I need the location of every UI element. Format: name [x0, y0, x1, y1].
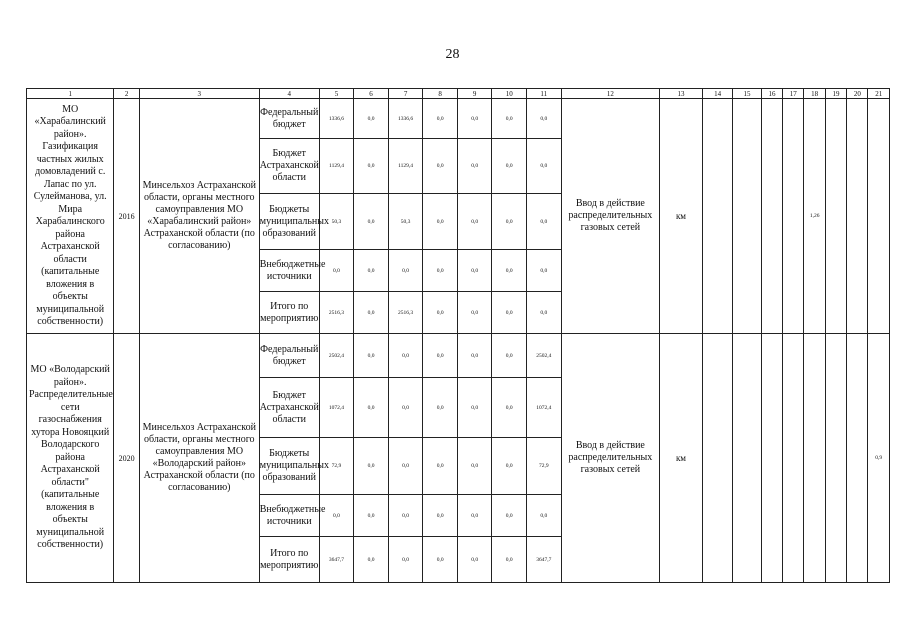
amount-cell: 0,0 [492, 250, 527, 292]
amount-cell: 0,0 [527, 495, 562, 537]
header-cell: 14 [702, 89, 732, 99]
amount-cell: 1072,4 [319, 378, 354, 438]
amount-cell: 2502,4 [319, 334, 354, 378]
page-number: 28 [445, 47, 460, 62]
amount-cell: 0,0 [388, 537, 423, 583]
amount-cell: 0,0 [354, 495, 389, 537]
header-cell: 21 [868, 89, 890, 99]
amount-cell: 0,0 [388, 438, 423, 495]
amount-cell: 3647,7 [527, 537, 562, 583]
indicator-value-cell [761, 99, 782, 334]
amount-cell: 0,0 [492, 438, 527, 495]
funding-source-cell: Итого по мероприятию [259, 537, 319, 583]
funding-source-cell: Итого по мероприятию [259, 292, 319, 334]
indicator-value-cell [702, 334, 732, 583]
amount-cell: 2516,3 [319, 292, 354, 334]
amount-cell: 0,0 [457, 292, 492, 334]
indicator-value-cell [825, 99, 846, 334]
indicator-value-cell [733, 99, 761, 334]
amount-cell: 0,0 [354, 537, 389, 583]
amount-cell: 50,3 [319, 194, 354, 250]
amount-cell: 0,0 [319, 495, 354, 537]
amount-cell: 0,0 [492, 99, 527, 139]
funding-source-cell: Федеральный бюджет [259, 99, 319, 139]
amount-cell: 1129,4 [319, 139, 354, 194]
indicator-value-cell [825, 334, 846, 583]
header-cell: 16 [761, 89, 782, 99]
amount-cell: 0,0 [388, 250, 423, 292]
indicator-value-cell [761, 334, 782, 583]
result-indicator-cell: Ввод в действие распределительных газовых сетей [561, 99, 660, 334]
amount-cell: 0,0 [527, 99, 562, 139]
amount-cell: 0,0 [354, 250, 389, 292]
amount-cell: 0,0 [423, 438, 458, 495]
header-cell: 12 [561, 89, 660, 99]
amount-cell: 2516,3 [388, 292, 423, 334]
amount-cell: 0,0 [492, 139, 527, 194]
amount-cell: 72,9 [319, 438, 354, 495]
amount-cell: 0,0 [354, 292, 389, 334]
amount-cell: 0,0 [527, 139, 562, 194]
indicator-value-cell [847, 334, 868, 583]
header-cell: 8 [423, 89, 458, 99]
amount-cell: 0,0 [423, 378, 458, 438]
amount-cell: 0,0 [457, 495, 492, 537]
indicator-value-cell [702, 99, 732, 334]
header-cell: 13 [660, 89, 703, 99]
amount-cell: 0,0 [354, 99, 389, 139]
amount-cell: 0,0 [354, 194, 389, 250]
amount-cell: 3647,7 [319, 537, 354, 583]
funding-source-cell: Бюджет Астраханской области [259, 378, 319, 438]
responsible-cell: Минсельхоз Астраханской области, органы местного самоуправления МО «Володарский район» Астраханской области (по согласованию) [139, 334, 259, 583]
amount-cell: 0,0 [319, 250, 354, 292]
amount-cell: 0,0 [457, 194, 492, 250]
indicator-value-cell: 1,26 [804, 99, 825, 334]
amount-cell: 0,0 [388, 334, 423, 378]
amount-cell: 0,0 [492, 537, 527, 583]
amount-cell: 0,0 [457, 378, 492, 438]
amount-cell: 0,0 [457, 99, 492, 139]
amount-cell: 0,0 [492, 292, 527, 334]
year-cell: 2020 [114, 334, 139, 583]
amount-cell: 0,0 [423, 292, 458, 334]
amount-cell: 0,0 [492, 378, 527, 438]
header-cell: 17 [783, 89, 804, 99]
table-row [27, 334, 890, 378]
amount-cell: 0,0 [354, 334, 389, 378]
amount-cell: 0,0 [457, 438, 492, 495]
amount-cell: 0,0 [423, 495, 458, 537]
amount-cell: 0,0 [527, 292, 562, 334]
table-row [27, 99, 890, 139]
amount-cell: 0,0 [492, 194, 527, 250]
amount-cell: 0,0 [388, 378, 423, 438]
header-cell: 10 [492, 89, 527, 99]
amount-cell: 0,0 [457, 250, 492, 292]
amount-cell: 0,0 [457, 537, 492, 583]
indicator-value-cell [868, 99, 890, 334]
amount-cell: 0,0 [354, 139, 389, 194]
indicator-value-cell: 0,9 [868, 334, 890, 583]
result-indicator-cell: Ввод в действие распределительных газовых сетей [561, 334, 660, 583]
indicator-value-cell [783, 334, 804, 583]
amount-cell: 1336,6 [319, 99, 354, 139]
header-cell: 11 [527, 89, 562, 99]
amount-cell: 0,0 [457, 139, 492, 194]
amount-cell: 0,0 [492, 334, 527, 378]
header-cell: 5 [319, 89, 354, 99]
amount-cell: 0,0 [492, 495, 527, 537]
indicator-value-cell [847, 99, 868, 334]
program-table [26, 88, 890, 583]
responsible-cell: Минсельхоз Астраханской области, органы местного самоуправления МО «Харабалинский район» Астраханской области (по согласованию) [139, 99, 259, 334]
amount-cell: 0,0 [423, 139, 458, 194]
header-cell: 2 [114, 89, 139, 99]
header-cell: 9 [457, 89, 492, 99]
header-cell: 19 [825, 89, 846, 99]
amount-cell: 50,3 [388, 194, 423, 250]
amount-cell: 0,0 [423, 194, 458, 250]
year-cell: 2016 [114, 99, 139, 334]
amount-cell: 0,0 [527, 250, 562, 292]
header-cell: 20 [847, 89, 868, 99]
header-row [27, 89, 890, 99]
funding-source-cell: Бюджет Астраханской области [259, 139, 319, 194]
amount-cell: 0,0 [423, 334, 458, 378]
amount-cell: 1336,6 [388, 99, 423, 139]
header-cell: 15 [733, 89, 761, 99]
amount-cell: 0,0 [354, 378, 389, 438]
unit-cell: км [660, 99, 703, 334]
indicator-value-cell [733, 334, 761, 583]
amount-cell: 0,0 [423, 250, 458, 292]
amount-cell: 0,0 [423, 537, 458, 583]
object-name-cell: МО «Володарский район». Распределительные сети газоснабжения хутора Новояцкий Володарского района Астраханской области" (капитальные вложения в объекты муниципальной собственности) [27, 334, 114, 583]
funding-source-cell: Федеральный бюджет [259, 334, 319, 378]
header-cell: 3 [139, 89, 259, 99]
amount-cell: 1129,4 [388, 139, 423, 194]
object-name-cell: МО «Харабалинский район». Газификация частных жилых домовладений с. Лапас по ул. Сулейманова, ул. Мира Харабалинского района Астраханской области (капитальные вложения в объекты муниципальной собственности) [27, 99, 114, 334]
indicator-value-cell [783, 99, 804, 334]
header-cell: 1 [27, 89, 114, 99]
funding-source-cell: Внебюджетные источники [259, 495, 319, 537]
funding-source-cell: Бюджеты муниципальных образований [259, 194, 319, 250]
amount-cell: 0,0 [423, 99, 458, 139]
amount-cell: 1072,4 [527, 378, 562, 438]
funding-source-cell: Внебюджетные источники [259, 250, 319, 292]
amount-cell: 0,0 [388, 495, 423, 537]
amount-cell: 72,9 [527, 438, 562, 495]
amount-cell: 0,0 [457, 334, 492, 378]
header-cell: 6 [354, 89, 389, 99]
header-cell: 4 [259, 89, 319, 99]
amount-cell: 0,0 [527, 194, 562, 250]
funding-source-cell: Бюджеты муниципальных образований [259, 438, 319, 495]
unit-cell: км [660, 334, 703, 583]
header-cell: 7 [388, 89, 423, 99]
header-cell: 18 [804, 89, 825, 99]
amount-cell: 2502,4 [527, 334, 562, 378]
indicator-value-cell [804, 334, 825, 583]
amount-cell: 0,0 [354, 438, 389, 495]
